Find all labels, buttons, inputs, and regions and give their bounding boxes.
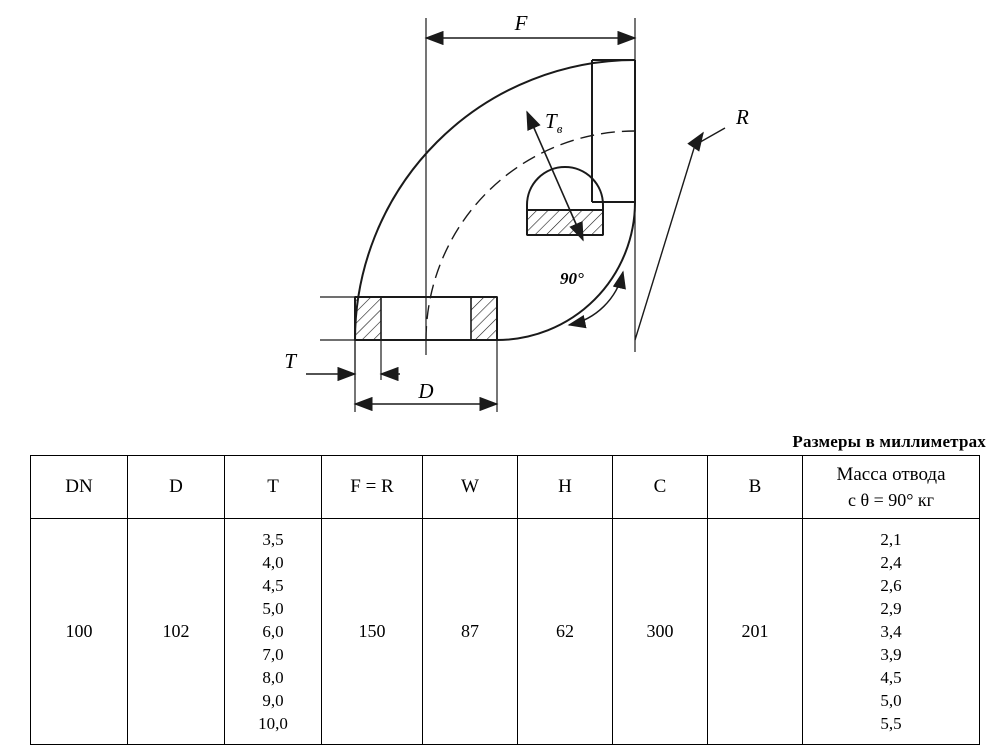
cell-h: 62: [518, 519, 613, 745]
value-item: 2,1: [880, 529, 902, 549]
cell-t-list: [225, 519, 322, 745]
units-note: Размеры в миллиметрах: [792, 432, 986, 451]
value-item: 4,5: [880, 668, 902, 688]
cell-dn: 100: [31, 519, 128, 745]
dimension-r: [635, 105, 749, 340]
header-mass-line1: Масса отвода: [836, 464, 946, 486]
value-item: 6,0: [262, 621, 284, 641]
header-t: T: [225, 456, 322, 519]
header-d: D: [128, 456, 225, 519]
cell-c: 300: [613, 519, 708, 745]
value-item: 5,5: [880, 714, 902, 734]
value-item: 4,5: [262, 575, 284, 595]
dimension-f: [426, 11, 635, 38]
label-angle: 90°: [560, 269, 584, 288]
value-item: 3,9: [880, 645, 902, 665]
cell-b: 201: [708, 519, 803, 745]
label-t: T: [284, 349, 296, 373]
value-item: 2,9: [880, 598, 902, 618]
header-h: H: [518, 456, 613, 519]
table-row: [31, 519, 980, 745]
dimension-t: [284, 340, 400, 380]
label-tb: $T_в$: [545, 109, 563, 136]
value-item: 9,0: [262, 691, 284, 711]
branch-hatch: [527, 210, 603, 235]
header-c: C: [613, 456, 708, 519]
header-b: B: [708, 456, 803, 519]
value-item: 2,4: [880, 552, 902, 572]
mass-values: [803, 528, 979, 736]
value-item: 10,0: [258, 714, 288, 734]
header-dn: DN: [31, 456, 128, 519]
label-f: F: [514, 11, 528, 35]
value-item: 5,0: [262, 598, 284, 618]
value-item: 7,0: [262, 645, 284, 665]
header-mass-line2: с θ = 90° кг: [847, 489, 935, 510]
value-item: 8,0: [262, 668, 284, 688]
cell-mass-list: [803, 519, 980, 745]
value-item: 3,4: [880, 621, 902, 641]
header-f-r: F = R: [322, 456, 423, 519]
header-mass: [803, 456, 980, 519]
cell-f-r: 150: [322, 519, 423, 745]
dimensions-table: [30, 455, 980, 745]
dimension-d: [355, 379, 497, 404]
t-values: [225, 528, 321, 736]
value-item: 4,0: [262, 552, 284, 572]
value-item: 5,0: [880, 691, 902, 711]
table-header-row: [31, 456, 980, 519]
value-item: 3,5: [262, 529, 284, 549]
label-d: D: [418, 379, 434, 403]
header-w: W: [423, 456, 518, 519]
cell-d: 102: [128, 519, 225, 745]
label-r: R: [736, 105, 749, 129]
cell-w: 87: [423, 519, 518, 745]
value-item: 2,6: [880, 575, 902, 595]
